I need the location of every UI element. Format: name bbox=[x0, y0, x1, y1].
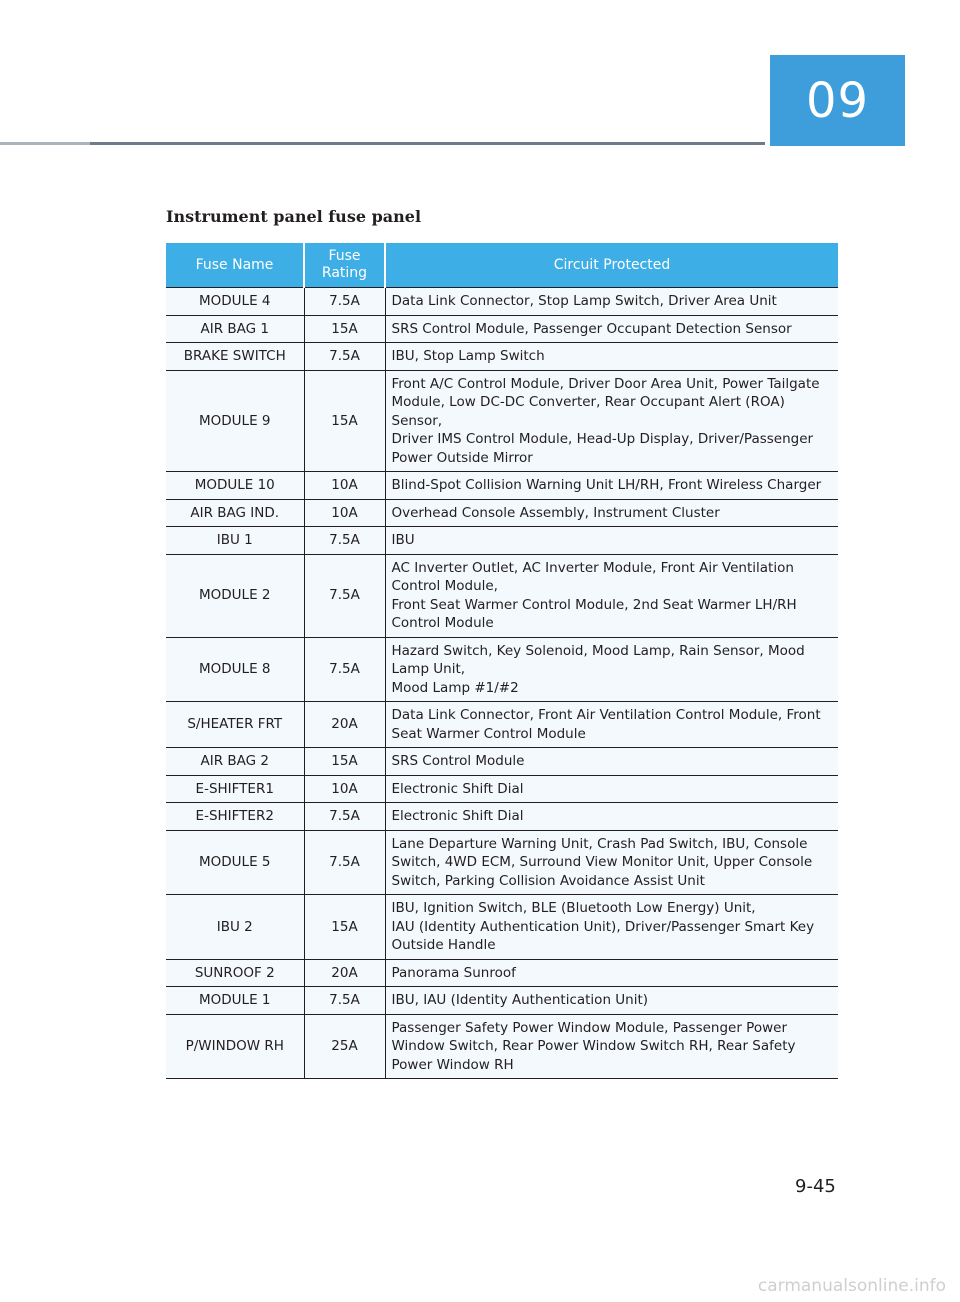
table-row bbox=[166, 288, 838, 316]
table-row bbox=[166, 748, 838, 776]
table-row bbox=[166, 987, 838, 1015]
fuse-rating-cell: 7.5A bbox=[304, 987, 385, 1015]
circuit-protected-cell: Electronic Shift Dial bbox=[385, 775, 838, 803]
fuse-rating-cell: 7.5A bbox=[304, 527, 385, 555]
fuse-name-cell: SUNROOF 2 bbox=[166, 959, 304, 987]
fuse-name-cell: MODULE 9 bbox=[166, 370, 304, 472]
fuse-rating-cell: 7.5A bbox=[304, 830, 385, 895]
table-row bbox=[166, 959, 838, 987]
fuse-name-cell: AIR BAG 2 bbox=[166, 748, 304, 776]
page-number: 9-45 bbox=[795, 1176, 836, 1197]
fuse-rating-cell: 7.5A bbox=[304, 343, 385, 371]
table-row bbox=[166, 702, 838, 748]
fuse-rating-cell: 7.5A bbox=[304, 288, 385, 316]
fuse-name-cell: MODULE 2 bbox=[166, 554, 304, 637]
fuse-name-cell: MODULE 8 bbox=[166, 637, 304, 702]
table-row bbox=[166, 637, 838, 702]
circuit-protected-cell: SRS Control Module, Passenger Occupant Detection Sensor bbox=[385, 315, 838, 343]
column-header-fuse-name: Fuse Name bbox=[166, 243, 304, 288]
fuse-name-cell: AIR BAG IND. bbox=[166, 499, 304, 527]
column-header-circuit-protected: Circuit Protected bbox=[385, 243, 838, 288]
fuse-name-cell: AIR BAG 1 bbox=[166, 315, 304, 343]
circuit-protected-cell: Front A/C Control Module, Driver Door Area Unit, Power Tailgate Module, Low DC-DC Converter, Rear Occupant Alert (ROA) Sensor, Driver IMS Control Module, Head-Up Display, Driver/Passenger Power Outside Mirror bbox=[385, 370, 838, 472]
circuit-protected-cell: Hazard Switch, Key Solenoid, Mood Lamp, Rain Sensor, Mood Lamp Unit, Mood Lamp #1/#2 bbox=[385, 637, 838, 702]
circuit-protected-cell: IBU, Stop Lamp Switch bbox=[385, 343, 838, 371]
header-rule-accent bbox=[0, 142, 90, 145]
table-row bbox=[166, 370, 838, 472]
table-header-row bbox=[166, 243, 838, 288]
fuse-name-cell: IBU 2 bbox=[166, 895, 304, 960]
fuse-table-body bbox=[166, 288, 838, 1079]
circuit-protected-cell: SRS Control Module bbox=[385, 748, 838, 776]
fuse-name-cell: S/HEATER FRT bbox=[166, 702, 304, 748]
header-rule bbox=[0, 142, 765, 145]
fuse-name-cell: MODULE 10 bbox=[166, 472, 304, 500]
fuse-rating-cell: 15A bbox=[304, 315, 385, 343]
fuse-rating-cell: 20A bbox=[304, 702, 385, 748]
circuit-protected-cell: IBU bbox=[385, 527, 838, 555]
fuse-name-cell: BRAKE SWITCH bbox=[166, 343, 304, 371]
fuse-rating-cell: 10A bbox=[304, 499, 385, 527]
fuse-rating-cell: 20A bbox=[304, 959, 385, 987]
fuse-name-cell: MODULE 4 bbox=[166, 288, 304, 316]
watermark-link[interactable]: carmanualsonline.info bbox=[757, 1276, 946, 1296]
fuse-name-cell: MODULE 5 bbox=[166, 830, 304, 895]
circuit-protected-cell: Blind-Spot Collision Warning Unit LH/RH, Front Wireless Charger bbox=[385, 472, 838, 500]
fuse-name-cell: MODULE 1 bbox=[166, 987, 304, 1015]
circuit-protected-cell: Lane Departure Warning Unit, Crash Pad Switch, IBU, Console Switch, 4WD ECM, Surround View Monitor Unit, Upper Console Switch, Parking Collision Avoidance Assist Unit bbox=[385, 830, 838, 895]
fuse-rating-cell: 7.5A bbox=[304, 637, 385, 702]
circuit-protected-cell: AC Inverter Outlet, AC Inverter Module, Front Air Ventilation Control Module, Front Seat Warmer Control Module, 2nd Seat Warmer LH/RH Control Module bbox=[385, 554, 838, 637]
fuse-name-cell: P/WINDOW RH bbox=[166, 1014, 304, 1079]
fuse-rating-cell: 7.5A bbox=[304, 803, 385, 831]
fuse-name-cell: E-SHIFTER2 bbox=[166, 803, 304, 831]
fuse-name-cell: IBU 1 bbox=[166, 527, 304, 555]
fuse-rating-cell: 10A bbox=[304, 472, 385, 500]
table-row bbox=[166, 527, 838, 555]
table-row bbox=[166, 830, 838, 895]
circuit-protected-cell: Overhead Console Assembly, Instrument Cluster bbox=[385, 499, 838, 527]
circuit-protected-cell: Passenger Safety Power Window Module, Passenger Power Window Switch, Rear Power Window Switch RH, Rear Safety Power Window RH bbox=[385, 1014, 838, 1079]
fuse-rating-cell: 10A bbox=[304, 775, 385, 803]
table-row bbox=[166, 775, 838, 803]
fuse-table bbox=[166, 243, 838, 1079]
fuse-rating-cell: 15A bbox=[304, 895, 385, 960]
table-row bbox=[166, 499, 838, 527]
circuit-protected-cell: Panorama Sunroof bbox=[385, 959, 838, 987]
fuse-rating-cell: 7.5A bbox=[304, 554, 385, 637]
table-row bbox=[166, 472, 838, 500]
chapter-number: 09 bbox=[805, 72, 870, 129]
fuse-rating-cell: 25A bbox=[304, 1014, 385, 1079]
column-header-fuse-rating: Fuse Rating bbox=[304, 243, 385, 288]
circuit-protected-cell: IBU, IAU (Identity Authentication Unit) bbox=[385, 987, 838, 1015]
fuse-rating-cell: 15A bbox=[304, 748, 385, 776]
fuse-rating-cell: 15A bbox=[304, 370, 385, 472]
table-row bbox=[166, 895, 838, 960]
circuit-protected-cell: Data Link Connector, Front Air Ventilation Control Module, Front Seat Warmer Control Module bbox=[385, 702, 838, 748]
table-row bbox=[166, 803, 838, 831]
circuit-protected-cell: Data Link Connector, Stop Lamp Switch, Driver Area Unit bbox=[385, 288, 838, 316]
table-row bbox=[166, 315, 838, 343]
fuse-name-cell: E-SHIFTER1 bbox=[166, 775, 304, 803]
table-row bbox=[166, 343, 838, 371]
table-row bbox=[166, 1014, 838, 1079]
table-row bbox=[166, 554, 838, 637]
chapter-tab bbox=[770, 55, 905, 146]
section-title: Instrument panel fuse panel bbox=[166, 207, 422, 226]
circuit-protected-cell: IBU, Ignition Switch, BLE (Bluetooth Low Energy) Unit, IAU (Identity Authentication Unit), Driver/Passenger Smart Key Outside Handle bbox=[385, 895, 838, 960]
circuit-protected-cell: Electronic Shift Dial bbox=[385, 803, 838, 831]
